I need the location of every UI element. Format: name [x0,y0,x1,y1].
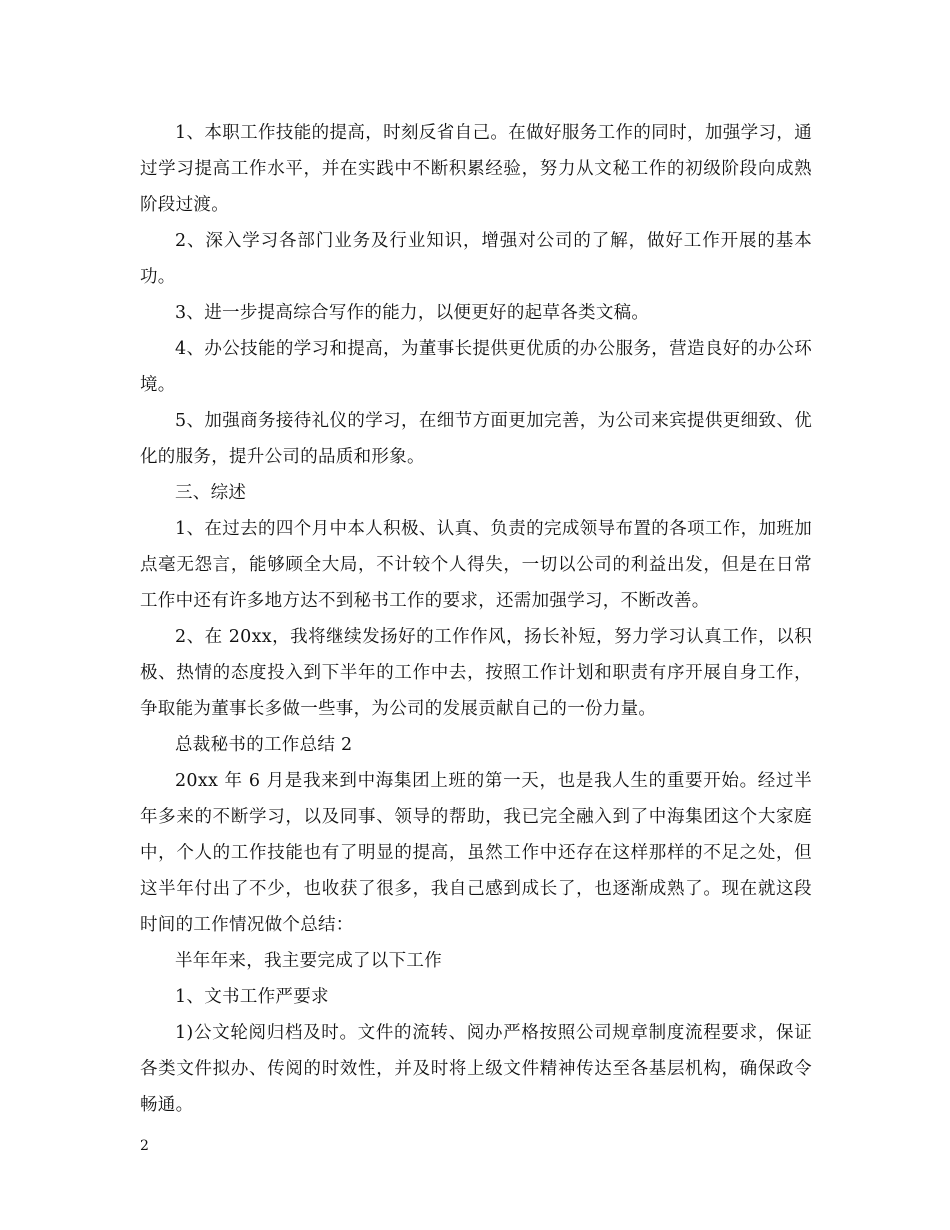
paragraph-skill-improvement: 1、本职工作技能的提高，时刻反省自己。在做好服务工作的同时，加强学习，通过学习提高工作水平，并在实践中不断积累经验，努力从文秘工作的初级阶段向成熟阶段过渡。 [140,123,812,215]
paragraph-writing-ability: 3、进一步提高综合写作的能力，以便更好的起草各类文稿。 [175,303,650,323]
paragraph-next-year-plan: 2、在 20xx，我将继续发扬好的工作作风，扬长补短，努力学习认真工作，以积极、热情的态度投入到下半年的工作中去，按照工作计划和职责有序开展自身工作，争取能为董事长多做一些事，为公司的发展贡献自己的一份力量。 [140,627,812,719]
paragraph-business-knowledge: 2、深入学习各部门业务及行业知识，增强对公司的了解，做好工作开展的基本功。 [140,231,812,287]
paragraph-work-overview: 半年年来，我主要完成了以下工作 [175,951,442,971]
page-number: 2 [140,1138,149,1154]
document-subtitle: 总裁秘书的工作总结 2 [175,735,353,755]
list-heading-document-work: 1、文书工作严要求 [175,987,329,1007]
paragraph-reception-etiquette: 5、加强商务接待礼仪的学习，在细节方面更加完善，为公司来宾提供更细致、优化的服务，提升公司的品质和形象。 [140,411,812,467]
paragraph-office-skills: 4、办公技能的学习和提高，为董事长提供更优质的办公服务，营造良好的办公环境。 [140,339,812,395]
paragraph-past-four-months: 1、在过去的四个月中本人积极、认真、负责的完成领导布置的各项工作，加班加点毫无怨言，能够顾全大局，不计较个人得失，一切以公司的利益出发，但是在日常工作中还有许多地方达不到秘书工作的要求，还需加强学习，不断改善。 [140,519,812,611]
paragraph-introduction: 20xx 年 6 月是我来到中海集团上班的第一天，也是我人生的重要开始。经过半年多来的不断学习，以及同事、领导的帮助，我已完全融入到了中海集团这个大家庭中，个人的工作技能也有了明显的提高，虽然工作中还存在这样那样的不足之处，但这半年付出了不少，也收获了很多，我自己感到成长了，也逐渐成熟了。现在就这段时间的工作情况做个总结： [140,771,812,935]
section-heading-summary: 三、综述 [175,483,247,503]
document-body [140,115,812,1123]
paragraph-document-circulation: 1)公文轮阅归档及时。文件的流转、阅办严格按照公司规章制度流程要求，保证各类文件拟办、传阅的时效性，并及时将上级文件精神传达至各基层机构，确保政令畅通。 [140,1023,812,1115]
